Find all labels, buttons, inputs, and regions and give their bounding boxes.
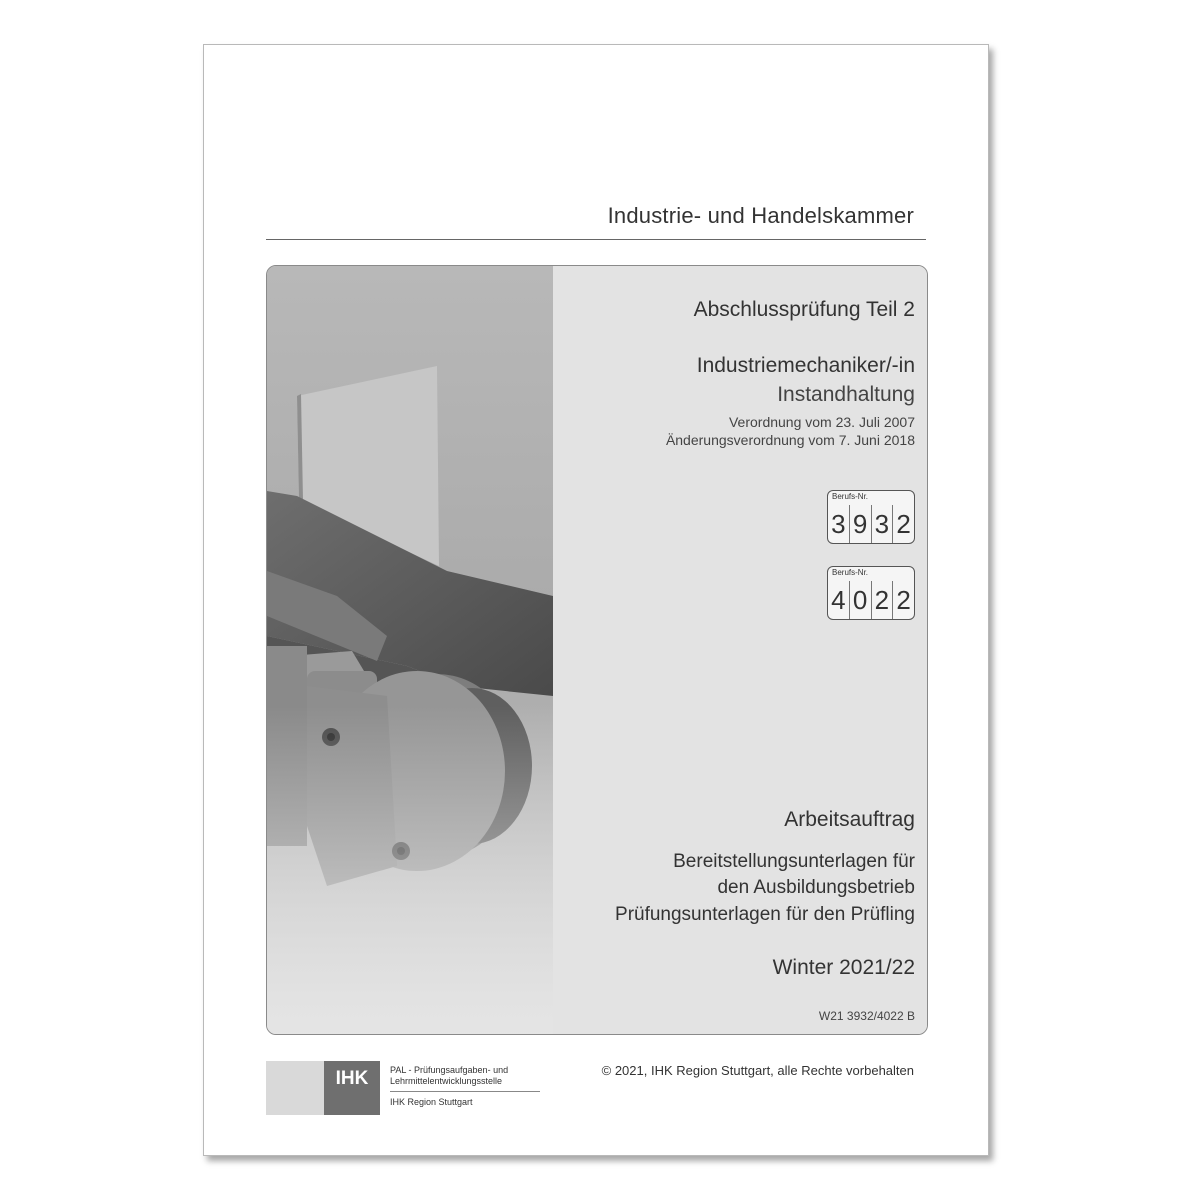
conveyor-belt-photo — [267, 266, 554, 1034]
berufs-digit: 2 — [896, 509, 911, 539]
document-cover-page — [203, 44, 989, 1156]
berufs-digit: 9 — [850, 505, 872, 543]
exam-session: Winter 2021/22 — [772, 956, 915, 979]
logo-divider — [390, 1091, 540, 1092]
materials-line: Bereitstellungsunterlagen für — [673, 851, 915, 872]
ihk-logo-mark: IHK — [324, 1061, 380, 1115]
exam-title: Abschlussprüfung Teil 2 — [693, 298, 915, 321]
document-code: W21 3932/4022 B — [818, 1009, 915, 1023]
profession-title: Industriemechaniker/-in — [696, 354, 915, 377]
berufs-number-label: Berufs-Nr. — [832, 568, 869, 577]
materials-line: den Ausbildungsbetrieb — [717, 877, 915, 898]
berufs-digit: 2 — [896, 585, 911, 615]
ihk-region: IHK Region Stuttgart — [390, 1097, 473, 1107]
regulation-date: Verordnung vom 23. Juli 2007 — [728, 414, 915, 430]
header-divider — [266, 239, 926, 240]
materials-line: Prüfungsunterlagen für den Prüfling — [615, 904, 915, 925]
berufs-number-box — [827, 566, 915, 620]
organization-name: Industrie- und Handelskammer — [607, 203, 914, 228]
pal-description — [390, 1065, 508, 1087]
berufs-number-digits — [828, 581, 914, 619]
berufs-digit: 3 — [872, 505, 894, 543]
berufs-number-digits — [828, 505, 914, 543]
ihk-logo — [266, 1061, 380, 1115]
berufs-digit: 2 — [872, 581, 894, 619]
berufs-digit: 4 — [828, 581, 850, 619]
cover-panel — [266, 265, 928, 1035]
copyright-notice: © 2021, IHK Region Stuttgart, alle Rechte vorbehalten — [601, 1063, 914, 1078]
berufs-number-label: Berufs-Nr. — [832, 492, 869, 501]
berufs-digit: 0 — [850, 581, 872, 619]
pal-line-1: PAL - Prüfungsaufgaben- und — [390, 1065, 509, 1075]
pal-line-2: Lehrmittelentwicklungsstelle — [390, 1076, 503, 1086]
berufs-number-box — [827, 490, 915, 544]
conveyor-belt-illustration — [267, 266, 553, 1034]
cover-info-area — [553, 266, 927, 1034]
berufs-digit: 3 — [828, 505, 850, 543]
task-title: Arbeitsauftrag — [784, 808, 915, 831]
specialty-title: Instandhaltung — [777, 383, 915, 406]
amendment-date: Änderungsverordnung vom 7. Juni 2018 — [665, 432, 915, 448]
